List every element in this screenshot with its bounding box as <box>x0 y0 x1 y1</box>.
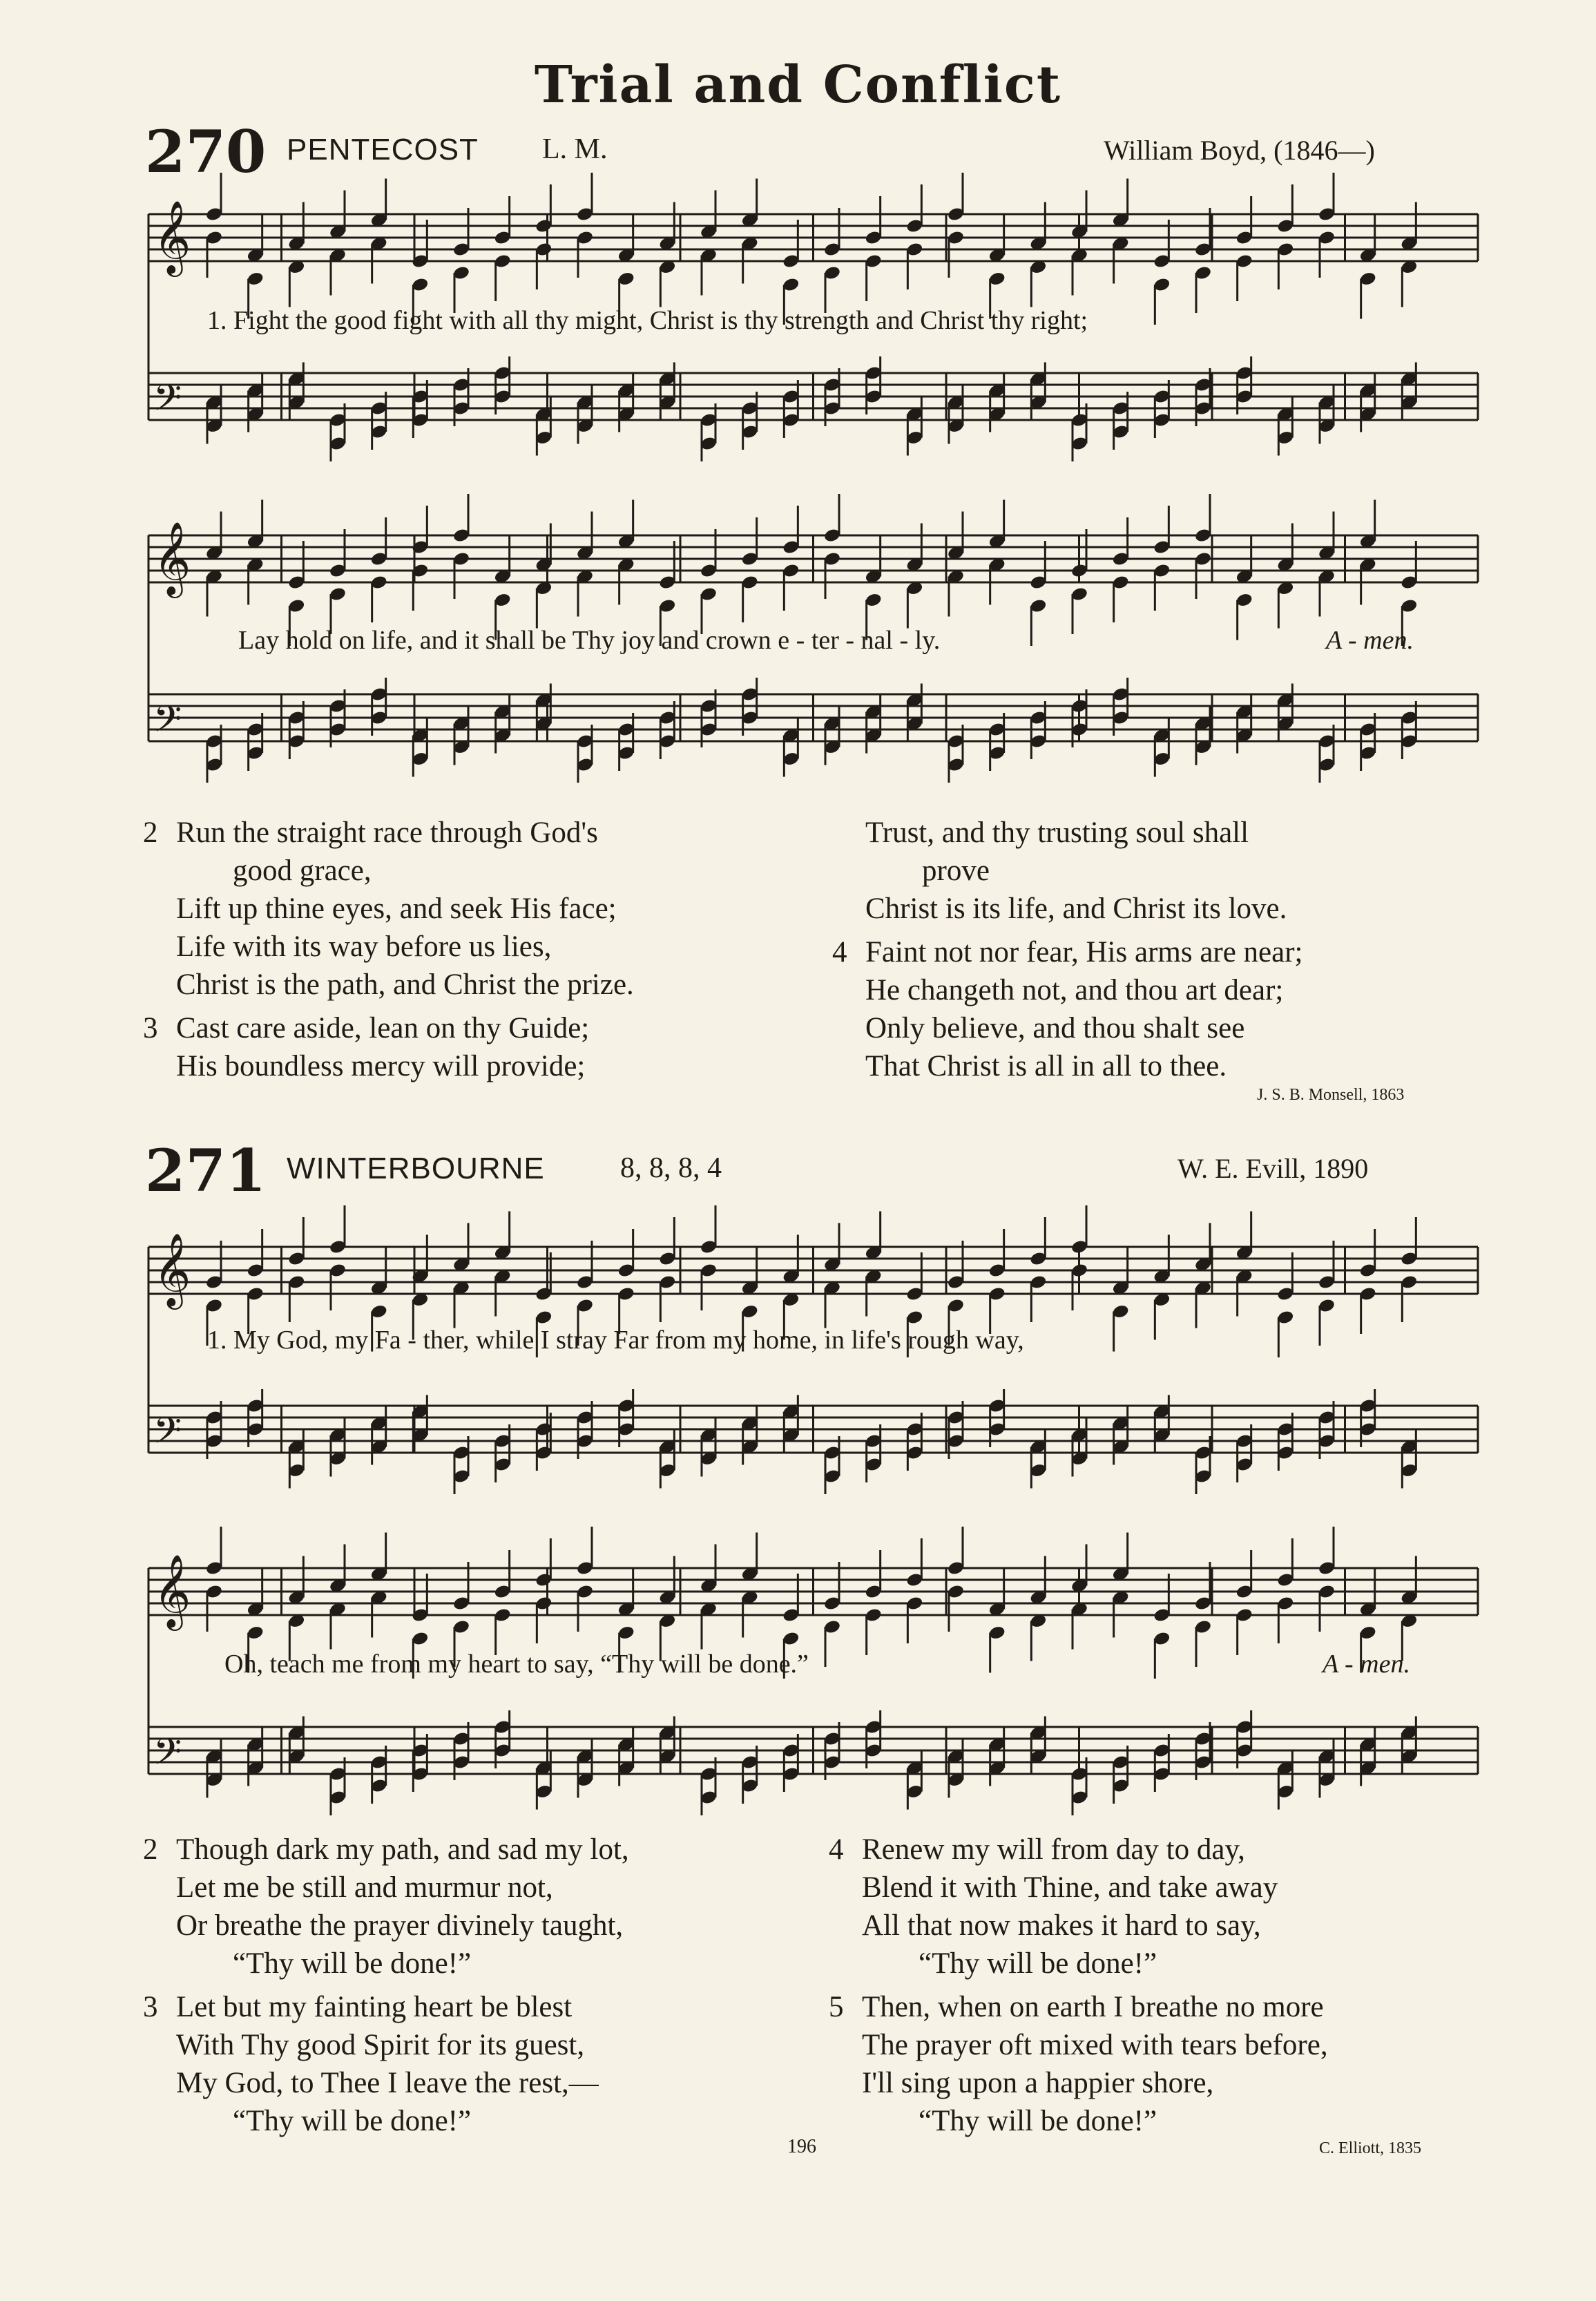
verse-line: Or breathe the prayer divinely taught, <box>176 1909 624 1942</box>
verse-line: Only believe, and thou shalt see <box>865 1012 1245 1044</box>
lyric-line: 1. Fight the good fight with all thy might, Christ is thy strength and Christ thy right; <box>207 306 1088 335</box>
bass-clef-icon: 𝄢 <box>153 1410 182 1461</box>
verse-line: Lift up thine eyes, and seek His face; <box>176 892 617 925</box>
lyric-line: 1. My God, my Fa - ther, while I stray Far from my home, in life's rough way, <box>207 1326 1024 1355</box>
tune-name: PENTECOST <box>287 133 479 166</box>
verse-number: 4 <box>832 936 847 968</box>
tune-name: WINTERBOURNE <box>287 1152 545 1185</box>
verse-line: good grace, <box>233 854 372 887</box>
page-number: 196 <box>787 2136 816 2157</box>
section-title: Trial and Conflict <box>534 55 1062 115</box>
bass-clef-icon: 𝄢 <box>153 698 182 750</box>
bass-clef-icon: 𝄢 <box>153 1731 182 1782</box>
verse-line: The prayer oft mixed with tears before, <box>862 2029 1328 2061</box>
verse-line: “Thy will be done!” <box>233 2105 472 2137</box>
verse-line: Then, when on earth I breathe no more <box>862 1991 1324 2023</box>
verses-right-270 <box>832 814 1303 1085</box>
verse-line: Cast care aside, lean on thy Guide; <box>176 1012 590 1044</box>
verse-line: His boundless mercy will provide; <box>176 1050 586 1082</box>
treble-clef-icon: 𝄞 <box>153 200 191 274</box>
verse-line: Let me be still and murmur not, <box>176 1871 553 1904</box>
verses-right-271 <box>829 1831 1328 2140</box>
composer: W. E. Evill, 1890 <box>1177 1153 1369 1184</box>
verse-line: With Thy good Spirit for its guest, <box>176 2029 585 2061</box>
verse-line: Christ is the path, and Christ the prize. <box>176 968 634 1001</box>
amen-lyric: A - men. <box>1326 626 1414 655</box>
verses-left-271 <box>143 1831 629 2140</box>
meter: L. M. <box>542 133 608 165</box>
verse-line: Let but my fainting heart be blest <box>176 1991 573 2023</box>
verse-number: 5 <box>829 1991 844 2023</box>
treble-clef-icon: 𝄞 <box>153 1232 191 1306</box>
treble-clef-icon: 𝄞 <box>153 521 191 595</box>
verse-number: 2 <box>143 817 158 849</box>
verse-line: He changeth not, and thou art dear; <box>865 974 1284 1006</box>
verse-number: 3 <box>143 1991 158 2023</box>
hymn-number: 271 <box>145 1136 267 1205</box>
verse-line: Life with its way before us lies, <box>176 930 552 963</box>
treble-clef-icon: 𝄞 <box>153 1554 191 1627</box>
verse-line: All that now makes it hard to say, <box>862 1909 1261 1942</box>
verse-line: “Thy will be done!” <box>233 1947 472 1980</box>
author-credit: J. S. B. Monsell, 1863 <box>1257 1086 1405 1104</box>
meter: 8, 8, 8, 4 <box>620 1152 722 1184</box>
verse-line: Faint not nor fear, His arms are near; <box>865 936 1303 968</box>
amen-lyric: A - men. <box>1323 1650 1410 1679</box>
verse-line: I'll sing upon a happier shore, <box>862 2067 1214 2099</box>
verse-line: My God, to Thee I leave the rest,— <box>176 2067 599 2099</box>
verse-number: 3 <box>143 1012 158 1044</box>
verse-line: prove <box>922 854 990 887</box>
lyric-line: Oh, teach me from my heart to say, “Thy will be done.” <box>224 1650 809 1679</box>
verse-line: “Thy will be done!” <box>919 1947 1157 1980</box>
bass-clef-icon: 𝄢 <box>153 377 182 428</box>
verse-line: Christ is its life, and Christ its love. <box>865 892 1287 925</box>
composer: William Boyd, (1846—) <box>1104 135 1375 166</box>
author-credit: C. Elliott, 1835 <box>1319 2139 1422 2157</box>
verse-line: “Thy will be done!” <box>919 2105 1157 2137</box>
music-system-271-1 <box>145 1205 1492 1509</box>
verse-number: 2 <box>143 1833 158 1866</box>
lyric-line: Lay hold on life, and it shall be Thy joy and crown e - ter - nal - ly. <box>238 626 941 655</box>
verse-number: 4 <box>829 1833 844 1866</box>
verse-line: Run the straight race through God's <box>176 817 598 849</box>
hymn-number: 270 <box>145 117 267 186</box>
verse-line: Blend it with Thine, and take away <box>862 1871 1278 1904</box>
verse-line: Renew my will from day to day, <box>862 1833 1245 1866</box>
verse-line: That Christ is all in all to thee. <box>865 1050 1227 1082</box>
verse-line: Though dark my path, and sad my lot, <box>176 1833 629 1866</box>
verse-line: Trust, and thy trusting soul shall <box>865 817 1249 849</box>
verses-left-270 <box>143 814 634 1085</box>
